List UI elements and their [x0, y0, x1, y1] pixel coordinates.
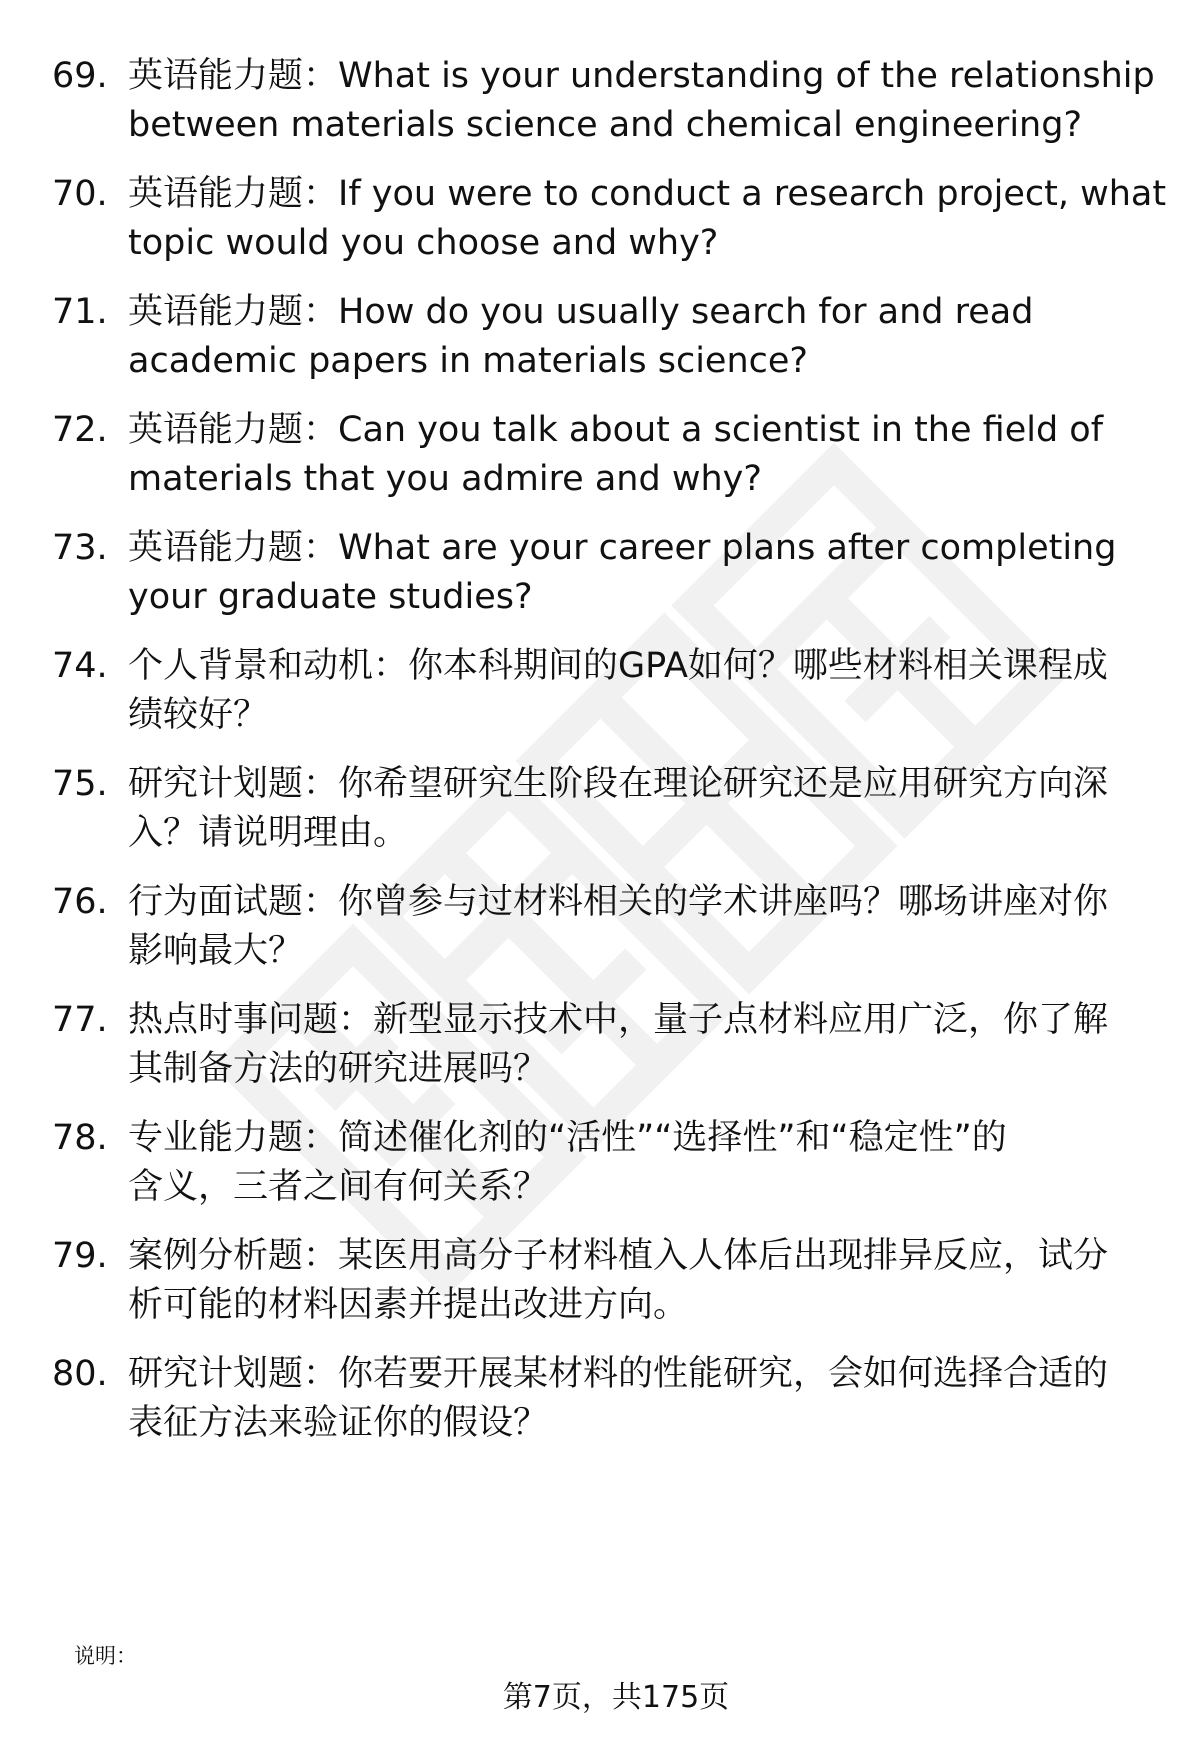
question-number: 70. — [52, 174, 108, 214]
question-text-line: your graduate studies? — [128, 577, 533, 617]
question-number: 74. — [52, 646, 108, 686]
question-text-line: 影响最大？ — [128, 931, 304, 971]
question-item — [0, 170, 1200, 280]
note-label: 说明： — [74, 1644, 137, 1668]
question-item — [0, 524, 1200, 634]
question-item — [0, 1232, 1200, 1342]
question-text-line: 含义，三者之间有何关系？ — [128, 1167, 549, 1207]
question-item — [0, 1350, 1200, 1460]
question-text-line: 英语能力题：What is your understanding of the relationship — [128, 56, 1155, 96]
question-text — [128, 1350, 1168, 1448]
question-number: 71. — [52, 292, 108, 332]
question-number: 75. — [52, 764, 108, 804]
question-text-line: 专业能力题：简述催化剂的“活性”“选择性”和“稳定性”的 — [128, 1118, 1007, 1158]
question-text-line: 绩较好？ — [128, 695, 269, 735]
question-text-line: 英语能力题：What are your career plans after completing — [128, 528, 1117, 568]
question-text — [128, 642, 1168, 740]
question-text-line: between materials science and chemical engineering? — [128, 105, 1083, 145]
question-number: 77. — [52, 1000, 108, 1040]
question-text-line: materials that you admire and why? — [128, 459, 762, 499]
question-text-line: academic papers in materials science? — [128, 341, 808, 381]
question-text — [128, 524, 1168, 622]
question-number: 69. — [52, 56, 108, 96]
question-number: 79. — [52, 1236, 108, 1276]
question-item — [0, 406, 1200, 516]
question-number: 80. — [52, 1354, 108, 1394]
question-text-line: 英语能力题：How do you usually search for and read — [128, 292, 1034, 332]
question-text — [128, 1232, 1168, 1330]
question-item — [0, 288, 1200, 398]
question-text — [128, 1114, 1168, 1212]
question-text-line: 案例分析题：某医用高分子材料植入人体后出现排异反应，试分 — [128, 1236, 1109, 1276]
question-number: 72. — [52, 410, 108, 450]
question-text — [128, 288, 1168, 386]
question-item — [0, 642, 1200, 752]
question-text-line: 英语能力题：If you were to conduct a research project, what — [128, 174, 1167, 214]
question-text-line: 热点时事问题：新型显示技术中，量子点材料应用广泛，你了解 — [128, 1000, 1109, 1040]
question-text — [128, 878, 1168, 976]
question-text-line: 入？请说明理由。 — [128, 813, 409, 853]
question-text — [128, 170, 1168, 268]
question-text — [128, 406, 1168, 504]
question-text-line: 个人背景和动机：你本科期间的GPA如何？哪些材料相关课程成 — [128, 646, 1108, 686]
question-item — [0, 996, 1200, 1106]
question-text-line: 其制备方法的研究进展吗？ — [128, 1049, 549, 1089]
question-text — [128, 760, 1168, 858]
page-number: 第7页，共175页 — [502, 1680, 730, 1715]
question-number: 76. — [52, 882, 108, 922]
question-item — [0, 878, 1200, 988]
question-text-line: 表征方法来验证你的假设？ — [128, 1403, 549, 1443]
question-number: 73. — [52, 528, 108, 568]
question-text-line: 英语能力题：Can you talk about a scientist in the field of — [128, 410, 1104, 450]
question-item — [0, 52, 1200, 162]
question-item — [0, 1114, 1200, 1224]
question-text — [128, 996, 1168, 1094]
question-text-line: 行为面试题：你曾参与过材料相关的学术讲座吗？哪场讲座对你 — [128, 882, 1109, 922]
question-number: 78. — [52, 1118, 108, 1158]
question-text — [128, 52, 1168, 150]
question-text-line: 研究计划题：你若要开展某材料的性能研究，会如何选择合适的 — [128, 1354, 1109, 1394]
question-item — [0, 760, 1200, 870]
question-text-line: 研究计划题：你希望研究生阶段在理论研究还是应用研究方向深 — [128, 764, 1109, 804]
question-text-line: topic would you choose and why? — [128, 223, 719, 263]
question-text-line: 析可能的材料因素并提出改进方向。 — [128, 1285, 689, 1325]
